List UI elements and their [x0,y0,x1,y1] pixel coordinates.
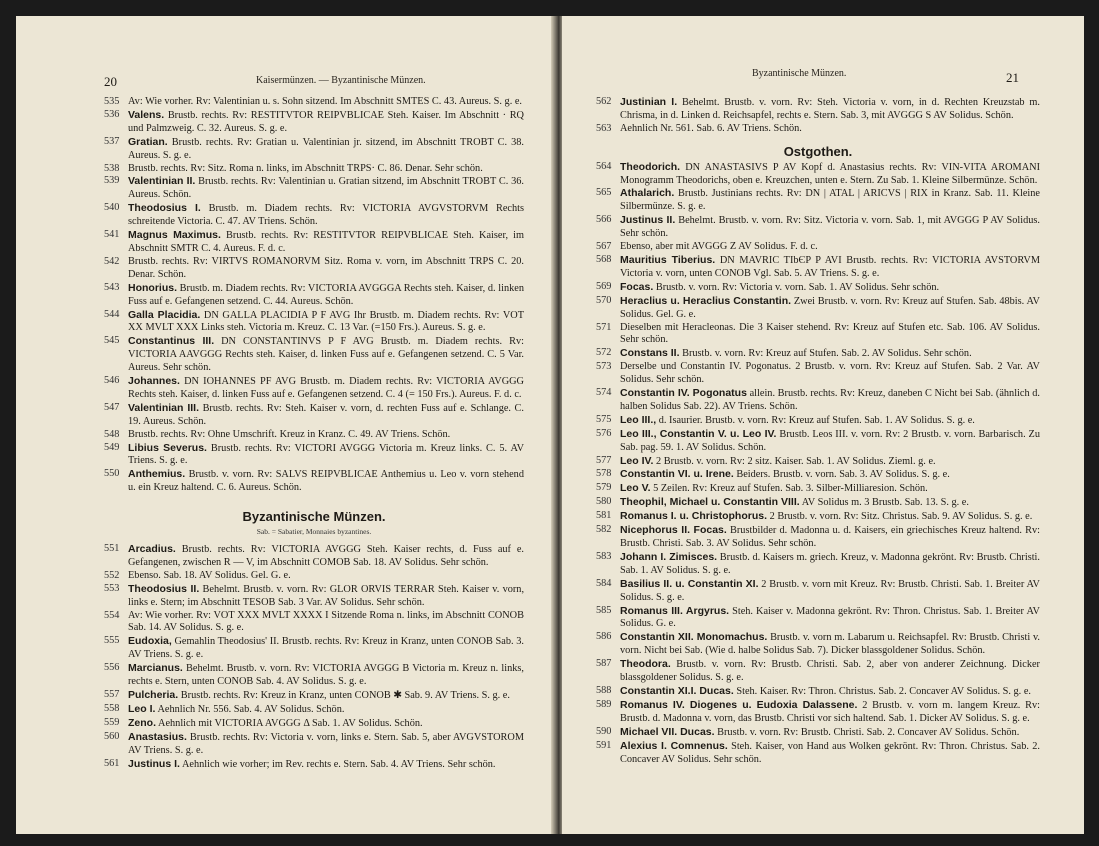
catalog-entry [596,524,1040,551]
entry-number: 585 [596,604,612,616]
entry-description: Zwei Brustb. v. vorn. Rv: Kreuz auf Stufen. Sab. 48bis. AV Solidus. Gel. G. e. [620,295,1040,320]
entry-description: DN CONSTANTINVS P F AVG Brustb. m. Diadem rechts. Rv: VICTORIA AAVGGG Rechts steh. Kaiser, d. linken Fuss auf e. Gefangenen setzend. C. 5 Var. Aureus. Sehr schön. [128,336,524,374]
entry-description: Brustb. v. vorn. Rv: Victoria v. vorn. Sab. 1. AV Solidus. Sehr schön. [655,281,940,293]
catalog-entry [596,361,1040,387]
entry-number: 564 [596,160,612,172]
entry-description: Brustb. m. Diadem rechts. Rv: VICTORIA AVGVSTORVM Rechts schreitende Victoria. C. 47. AV Triens. Schön. [128,203,525,228]
catalog-entry [596,214,1040,241]
entry-number: 555 [104,635,120,647]
entry-number: 591 [596,739,612,751]
ruler-name: Justinian I. [620,96,678,108]
entry-description: Brustb. Justinians rechts. Rv: DN | ATAL | ARICVS | RIX in Kranz. Sab. 11. Kleine Silbermünze. S. g. e. [620,188,1040,213]
ruler-name: Constantin IV. Pogonatus [620,387,747,400]
entry-description: Steh. Kaiser. Rv: Thron. Christus. Sab. 2. Concaver AV Solidus. S. g. e. [736,685,1031,697]
entry-description: Steh. Kaiser v. Madonna gekrönt. Rv: Thron. Christus. Sab. 1. Breiter AV Solidus. G. e. [620,605,1040,630]
entry-description: Brustb. rechts. Rv: Kreuz in Kranz, unten CONOB ✱ Sab. 9. AV Triens. S. g. e. [180,689,510,701]
entry-number: 590 [596,725,612,737]
entry-number: 560 [104,730,120,742]
ruler-name: Theodorich. [620,160,681,173]
entry-description: Brustb. rechts. Rv: VIRTVS ROMANORVM Sitz. Roma v. vorn, im Abschnitt TRPS C. 20. Denar. Schön. [128,255,524,280]
ruler-name: Marcianus. [128,662,183,675]
catalog-entry [596,322,1040,348]
ruler-name: Arcadius. [128,543,176,555]
entry-number: 549 [104,441,120,453]
ruler-name: Michael VII. Ducas. [620,725,715,738]
entry-number: 565 [596,187,612,199]
catalog-entry [104,175,524,202]
catalog-entry [596,496,1040,510]
entry-number: 583 [596,550,612,562]
catalog-entry [104,309,524,336]
ruler-name: Romanus I. u. Christophorus. [620,510,768,523]
entry-description: 5 Zeilen. Rv: Kreuz auf Stufen. Sab. 3. Silber-Milliaresion. Schön. [653,483,928,495]
entry-number: 554 [104,609,120,621]
entry-number: 566 [596,214,612,226]
entry-description: Behelmt. Brustb. v. vorn. Rv: Sitz. Victoria v. vorn. Sab. 1, mit AVGGG P AV Solidus. Sehr schön. [620,215,1041,240]
entry-list-byzantinische [104,543,524,771]
catalog-entry [104,583,524,610]
entry-description: Brustb. rechts. Rv: VICTORIA AVGGG Steh. Kaiser rechts, d. Fuss auf e. Gefangenen, zwischen R — V, im Abschnitt COMOB Sab. 18. AV Solidus. Sehr schön. [128,544,525,568]
entry-number: 586 [596,631,612,643]
entry-description: DN IOHANNES PF AVG Brustb. m. Diadem rechts. Rv: VICTORIA AVGGG Rechts steh. Kaiser, d. linken Fuss auf e. Gefangenen setzend. C. 4 (= 150 Frs.). Aureus. F. d. c. [128,376,524,400]
ruler-name: Romanus III. Argyrus. [620,604,730,617]
ruler-name: Johann I. Zimisces. [620,550,718,563]
entry-description: 2 Brustb. v. vorn mit Kreuz. Rv: Brustb. Christi. Sab. 1. Breiter AV Solidus. S. g. e. [620,578,1040,603]
catalog-entry [596,161,1040,188]
ruler-name: Valentinian II. [128,175,196,188]
catalog-entry [104,635,524,662]
catalog-entry [104,610,524,636]
ruler-name: Leo I. [128,702,156,715]
entry-number: 553 [104,582,120,594]
ruler-name: Leo III., Constantin V. u. Leo IV. [620,427,777,440]
entry-number: 561 [104,757,120,769]
entry-number: 557 [104,688,120,700]
catalog-entry [104,717,524,731]
entry-description: Gemahlin Theodosius' II. Brustb. rechts. Rv: Kreuz in Kranz, unten CONOB Sab. 3. AV Triens. S. g. e. [128,636,525,661]
catalog-entry [596,295,1040,322]
entry-number: 544 [104,308,120,320]
ruler-name: Mauritius Tiberius. [620,253,716,266]
entry-number: 537 [104,135,120,147]
ruler-name: Basilius II. u. Constantin XI. [620,577,759,590]
entry-list-ostgothen [596,161,1040,767]
entry-description: 2 Brustb. v. vorn. Rv: 2 sitz. Kaiser. Sab. 1. AV Solidus. Zieml. g. e. [656,455,936,467]
entry-description: Brustb. rechts. Rv: Steh. Kaiser v. vorn, d. rechten Fuss auf e. Schlange. C. 19. Aureus. Schön. [128,402,524,427]
catalog-entry [596,578,1040,605]
catalog-entry [104,136,524,163]
entry-number: 582 [596,524,612,536]
catalog-entry [596,414,1040,428]
ruler-name: Zeno. [128,716,156,729]
entry-description: Brustb. rechts. Rv: Valentinian u. Gratian sitzend, im Abschnitt TROBT C. 36. Aureus. Schön. [128,176,524,201]
entry-number: 568 [596,253,612,265]
entry-description: Brustb. rechts. Rv: Victoria v. vorn, links e. Stern. Sab. 5, aber AVGVSTOROM AV Triens. S. g. e. [128,731,524,756]
entry-number: 577 [596,454,612,466]
entry-number: 574 [596,387,612,399]
catalog-entry [596,187,1040,214]
catalog-entry [104,468,524,495]
catalog-entry [104,731,524,758]
catalog-entry [104,703,524,717]
left-page [16,16,554,834]
catalog-entry [104,662,524,689]
entry-description: Aehnlich wie vorher; im Rev. rechts e. Stern. Sab. 4. AV Triens. Sehr schön. [181,758,496,770]
section-abbreviation-note: Sab. = Sabatier, Monnaies byzantines. [256,527,372,537]
entry-description: Av: Wie vorher. Rv: Valentinian u. s. Sohn sitzend. Im Abschnitt SMTES C. 43. Aureus. S. g. e. [128,96,523,107]
catalog-entry [596,455,1040,469]
page-number-left: 20 [104,74,117,89]
catalog-entry [596,281,1040,295]
entry-number: 569 [596,280,612,292]
entry-description: Behelmt. Brustb. v. vorn. Rv: GLOR ORVIS TERRAR Steh. Kaiser v. vorn, links e. Stern; im Abschnitt TESOB Sab. 3 Var. AV Solidus. Sehr schön. [128,583,525,608]
entry-description: Brustb. rechts. Rv: RESTITVTOR REIPVBLICAE Steh. Kaiser. Im Abschnitt · RQ und Palmzweig. C. 32. Aureus. S. g. e. [128,109,524,134]
entry-description: Brustb. rechts. Rv: Sitz. Roma n. links, im Abschnitt TRPS· C. 86. Denar. Sehr schön. [128,162,483,174]
catalog-entry [596,241,1040,254]
entry-number: 589 [596,698,612,710]
entry-description: d. Isaurier. Brustb. v. vorn. Rv: Kreuz auf Stufen. Sab. 1. AV Solidus. S. g. e. [658,414,975,426]
catalog-entry [104,229,524,256]
entry-number: 580 [596,496,612,508]
catalog-entry [104,442,524,469]
entry-number: 551 [104,543,120,554]
catalog-entry [596,551,1040,578]
ruler-name: Constantinus III. [128,335,215,348]
entry-description: Ebenso, aber mit AVGGG Z AV Solidus. F. d. c. [620,241,818,253]
section-title-byzantinische: Byzantinische Münzen. [242,509,386,525]
catalog-entry [596,510,1040,524]
ruler-name: Leo III., [620,413,657,426]
entry-number: 563 [596,122,612,134]
ruler-name: Theophil, Michael u. Constantin VIII. [620,496,800,509]
ruler-name: Valens. [128,108,165,121]
entry-number: 539 [104,175,120,187]
entry-description: Aehnlich mit VICTORIA AVGGG Δ Sab. 1. AV Solidus. Schön. [158,717,423,729]
entry-description: AV Solidus m. 3 Brustb. Sab. 13. S. g. e. [801,497,969,509]
ruler-name: Nicephorus II. Focas. [620,524,727,537]
running-header-left: Kaisermünzen. — Byzantinische Münzen. [256,75,426,86]
catalog-entry [104,109,524,136]
catalog-entry [104,570,524,583]
ruler-name: Constans II. [620,347,680,360]
catalog-entry [104,163,524,176]
entry-description: Dieselben mit Heracleonas. Die 3 Kaiser stehend. Rv: Kreuz auf Stufen etc. Sab. 106. AV Solidus. Sehr schön. [620,321,1040,346]
entry-number: 575 [596,413,612,425]
entry-description: Brustb. rechts. Rv: VICTORI AVGGG Victoria m. Kreuz links. C. 5. AV Triens. S. g. e. [128,442,525,467]
entry-description: Brustb. v. vorn. Rv: Kreuz auf Stufen. Sab. 2. AV Solidus. Sehr schön. [682,348,972,360]
entry-description: 2 Brustb. v. vorn m. langem Kreuz. Rv: Brustb. d. Madonna v. vorn, das Brustb. Christi vor sich haltend. Sab. 1. Dicker AV Solidus. S. g. e. [620,699,1040,724]
running-header-right: Byzantinische Münzen. [752,68,847,79]
entry-description: Aehnlich Nr. 556. Sab. 4. AV Solidus. Schön. [157,703,345,715]
catalog-entry [596,347,1040,361]
ruler-name: Focas. [620,280,654,293]
catalog-entry [596,699,1040,726]
entry-description: Brustb. rechts. Rv: Gratian u. Valentinian jr. sitzend, im Abschnitt TROBT C. 38. Aureus. S. g. e. [128,136,525,161]
entry-description: Brustb. v. vorn. Rv: Brustb. Christi. Sab. 2. Concaver AV Solidus. Schön. [717,726,1020,738]
entry-description: Brustb. v. vorn. Rv: SALVS REIPVBLICAE Anthemius u. Leo v. vorn stehend u. ein Kreuz haltend. C. 6. Aureus. Schön. [128,469,524,494]
ruler-name: Anthemius. [128,468,186,481]
catalog-entry [596,123,1040,136]
entry-description: DN GALLA PLACIDIA P F AVG Ihr Brustb. m. Diadem rechts. Rv: VOT XX MVLT XXX Links steh. Victoria m. Kreuz. C. 13 Var. (=150 Frs.). Aureus. S. g. e. [128,309,524,334]
ruler-name: Theodosius I. [128,202,201,215]
ruler-name: Magnus Maximus. [128,229,221,242]
catalog-entry [104,429,524,442]
catalog-entry [596,428,1040,455]
entry-number: 573 [596,361,612,373]
entry-description: Brustb. d. Kaisers m. griech. Kreuz, v. Madonna gekrönt. Rv: Brustb. Christi. Sab. 1. AV Solidus. S. g. e. [620,551,1040,576]
ruler-name: Theodosius II. [128,582,200,595]
entry-number: 559 [104,716,120,728]
entry-description: 2 Brustb. v. vorn. Rv: Sitz. Christus. Sab. 9. AV Solidus. S. g. e. [769,511,1033,523]
entry-number: 562 [596,96,612,107]
entry-number: 546 [104,375,120,387]
section-title-ostgothen: Ostgothen. [783,143,853,159]
ruler-name: Constantin XI.I. Ducas. [620,684,734,697]
ruler-name: Romanus IV. Diogenes u. Eudoxia Dalassene. [620,698,858,711]
right-page [562,16,1084,834]
entry-number: 556 [104,662,120,674]
entry-list-kaisermuenzen [104,96,524,495]
ruler-name: Heraclius u. Heraclius Constantin. [620,294,792,307]
entry-number: 536 [104,108,120,120]
book-spread [16,16,1084,834]
catalog-entry [596,468,1040,482]
entry-number: 545 [104,335,120,347]
catalog-entry [596,685,1040,699]
ruler-name: Galla Placidia. [128,308,201,321]
ruler-name: Theodora. [620,658,671,671]
catalog-entry [596,658,1040,685]
entry-number: 558 [104,702,120,714]
ruler-name: Libius Severus. [128,441,207,454]
entry-number: 584 [596,577,612,589]
catalog-entry [104,543,524,570]
entry-description: Av: Wie vorher. Rv: VOT XXX MVLT XXXX I Sitzende Roma n. links, im Abschnitt CONOB Sab. 14. AV Solidus. S. g. e. [128,609,524,634]
catalog-entry [596,254,1040,281]
entry-number: 587 [596,658,612,670]
catalog-entry [104,282,524,309]
entry-number: 581 [596,510,612,522]
ruler-name: Constantin VI. u. Irene. [620,468,734,481]
entry-number: 572 [596,347,612,359]
entry-number: 550 [104,468,120,480]
ruler-name: Gratian. [128,135,168,148]
entry-description: Beiders. Brustb. v. vorn. Sab. 3. AV Solidus. S. g. e. [736,469,950,481]
entry-number: 570 [596,294,612,306]
entry-description: Brustb. rechts. Rv: RESTITVTOR REIPVBLICAE Steh. Kaiser, im Abschnitt SMTR C. 4. Aureus. F. d. c. [128,230,525,254]
entry-number: 542 [104,255,120,267]
entry-description: allein. Brustb. rechts. Rv: Kreuz, daneben C Nicht bei Sab. (ähnlich d. halben Solidus Sab. 22). AV Triens. Schön. [620,388,1040,412]
entry-description: Brustb. v. vorn m. Labarum u. Reichsapfel. Rv: Brustb. Christi v. vorn. Nicht bei Sab. (Wie d. halbe Solidus Sab. 7). Dicker blassgoldener Solidus. Schön. [620,632,1040,657]
ruler-name: Justinus I. [128,757,180,770]
ruler-name: Anastasius. [128,730,187,743]
entry-number: 548 [104,428,120,440]
catalog-entry [104,202,524,229]
ruler-name: Athalarich. [620,187,675,200]
entry-description: Brustbilder d. Madonna u. d. Kaisers, ein griechisches Kreuz haltend. Rv: Brustb. Christi. Sab. 3. AV Solidus. Sehr schön. [620,525,1040,549]
catalog-entry [596,740,1040,767]
catalog-entry [596,605,1040,632]
catalog-entry [104,96,524,109]
entry-number: 588 [596,684,612,696]
ruler-name: Pulcheria. [128,688,179,701]
ruler-name: Constantin XII. Monomachus. [620,631,768,644]
entry-description: Behelmt. Brustb. v. vorn. Rv: VICTORIA AVGGG B Victoria m. Kreuz n. links, rechts e. Stern, unten CONOB Sab. 4. AV Solidus. S. g. e. [128,663,525,688]
catalog-entry [596,631,1040,658]
entry-list-justinian [596,96,1040,136]
ruler-name: Leo V. [620,482,651,495]
entry-number: 538 [104,162,120,174]
ruler-name: Justinus II. [620,214,676,227]
catalog-entry [104,256,524,282]
catalog-entry [596,96,1040,123]
entry-number: 578 [596,468,612,480]
entry-number: 571 [596,321,612,333]
entry-description: Ebenso. Sab. 18. AV Solidus. Gel. G. e. [128,569,291,581]
entry-description: DN MAVRIC TIbЄP P AVI Brustb. rechts. Rv: VICTORIA AVSTORVM Victoria v. vorn, unten CONOB Vgl. Sab. 5. AV Triens. S. g. e. [620,254,1040,279]
entry-description: Derselbe und Constantin IV. Pogonatus. 2 Brustb. v. vorn. Rv: Kreuz auf Stufen. Sab. 2 Var. AV Solidus. Sehr schön. [620,361,1040,386]
right-page-body [596,96,1040,766]
catalog-entry [104,402,524,429]
entry-description: Brustb. Leos III. v. vorn. Rv: 2 Brustb. v. vorn. Barbarisch. Zu Sab. pag. 59. 1. AV Solidus. Schön. [620,428,1040,453]
entry-description: Brustb. v. vorn. Rv: Brustb. Christi. Sab. 2, aber von anderer Zeichnung. Dicker blassgoldener Solidus. S. g. e. [620,659,1040,684]
entry-description: Brustb. rechts. Rv: Ohne Umschrift. Kreuz in Kranz. C. 49. AV Triens. Schön. [128,428,451,440]
entry-number: 579 [596,482,612,494]
ruler-name: Johannes. [128,375,180,388]
catalog-entry [596,726,1040,740]
ruler-name: Honorius. [128,281,177,294]
entry-number: 543 [104,281,120,293]
entry-number: 540 [104,202,120,214]
entry-number: 567 [596,241,612,253]
ruler-name: Alexius I. Comnenus. [620,739,728,752]
ruler-name: Eudoxia, [128,635,172,648]
entry-number: 576 [596,427,612,439]
entry-description: Steh. Kaiser, von Hand aus Wolken gekrönt. Rv: Thron. Christus. Sab. 2. Concaver AV Solidus. Sehr schön. [620,740,1040,765]
catalog-entry [596,387,1040,414]
catalog-entry [104,335,524,375]
entry-description: Aehnlich Nr. 561. Sab. 6. AV Triens. Schön. [620,122,802,134]
catalog-entry [104,689,524,703]
page-number-right: 21 [1006,70,1019,85]
entry-description: Behelmt. Brustb. v. vorn. Rv: Steh. Victoria v. vorn, in d. Rechten Kreuzstab m. Chrisma, in d. Linken d. Reichsapfel, rechts e. Stern. Sab. 3, mit AVGGG S AV Solidus. Schön. [620,97,1041,121]
entry-description: DN ANASTASIVS P AV Kopf d. Anastasius rechts. Rv: VIN-VITA AROMANI Monogramm Theodorichs, oben e. Kreuzchen, unten e. Stern. Zu Sab. 1. Kleine Silbermünze. Schön. [620,161,1041,186]
catalog-entry [104,758,524,772]
left-page-body [104,96,524,771]
entry-number: 535 [104,96,120,107]
entry-number: 541 [104,229,120,241]
ruler-name: Valentinian III. [128,401,199,414]
entry-description: Brustb. m. Diadem rechts. Rv: VICTORIA AVGGGA Rechts steh. Kaiser, d. linken Fuss auf e. Gefangenen setzend. C. 44. Aureus. Schön. [128,282,524,307]
catalog-entry [104,375,524,402]
ruler-name: Leo IV. [620,454,654,467]
entry-number: 547 [104,401,120,413]
entry-number: 552 [104,569,120,581]
catalog-entry [596,482,1040,496]
